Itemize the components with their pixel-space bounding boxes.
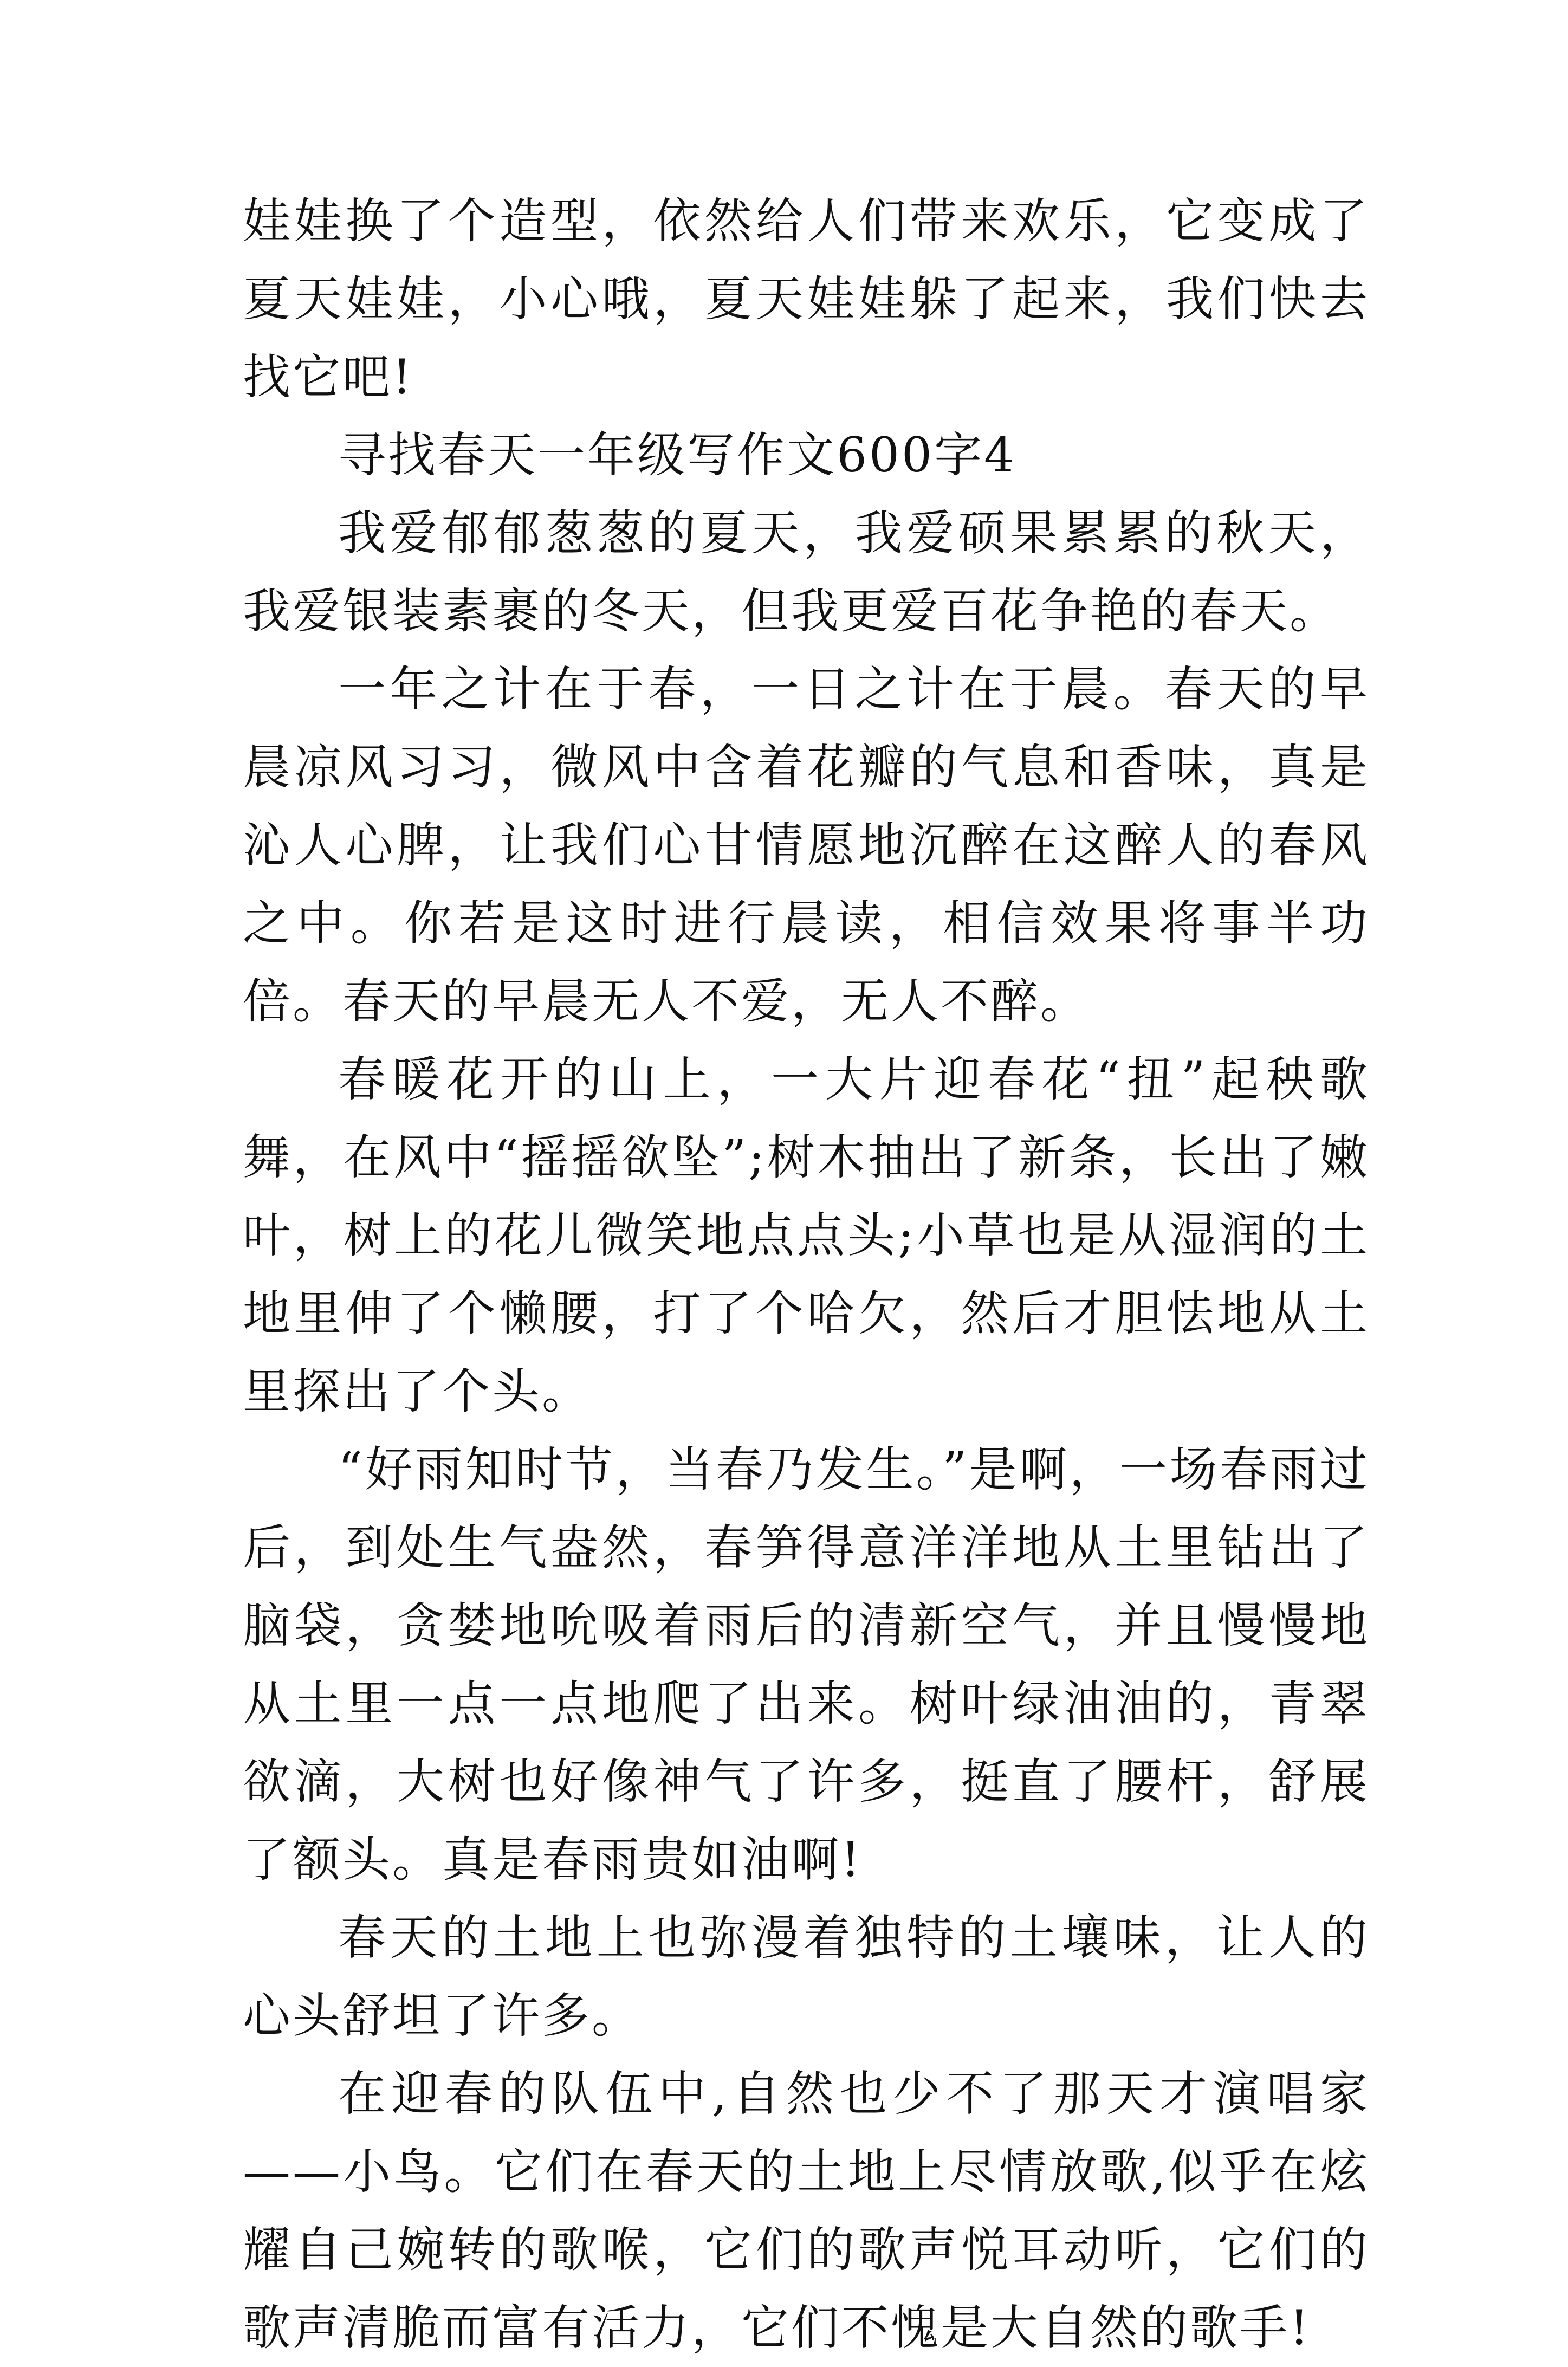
paragraph-continued: 娃娃换了个造型，依然给人们带来欢乐，它变成了夏天娃娃，小心哦，夏天娃娃躲了起来，我们快去找它吧! <box>243 193 1370 405</box>
paragraph: 一年之计在于春，一日之计在于晨。春天的早晨凉风习习，微风中含着花瓣的气息和香味，真是沁人心脾，让我们心甘情愿地沉醉在这醉人的春风之中。你若是这时进行晨读，相信效果将事半功倍。春天的早晨无人不爱，无人不醉。 <box>243 661 1370 1029</box>
paragraph: 在迎春的队伍中,自然也少不了那天才演唱家——小鸟。它们在春天的土地上尽情放歌,似乎在炫耀自己婉转的歌喉，它们的歌声悦耳动听，它们的歌声清脆而富有活力，它们不愧是大自然的歌手! <box>243 2066 1370 2356</box>
paragraph: 春天的土地上也弥漫着独特的土壤味，让人的心头舒坦了许多。 <box>243 1910 1370 2043</box>
essay-body <box>243 182 1370 2367</box>
section-heading: 寻找春天一年级写作文600字4 <box>338 427 1016 483</box>
paragraph: 我爱郁郁葱葱的夏天，我爱硕果累累的秋天，我爱银装素裹的冬天，但我更爱百花争艳的春天。 <box>243 505 1370 639</box>
paragraph: 春暖花开的山上，一大片迎春花“扭”起秧歌舞，在风中“摇摇欲坠”;树木抽出了新条，长出了嫩叶，树上的花儿微笑地点点头;小草也是从湿润的土地里伸了个懒腰，打了个哈欠，然后才胆怯地从土里探出了个头。 <box>243 1051 1370 1419</box>
paragraph: “好雨知时节，当春乃发生。”是啊，一场春雨过后，到处生气盎然，春笋得意洋洋地从土里钻出了脑袋，贪婪地吮吸着雨后的清新空气，并且慢慢地从土里一点一点地爬了出来。树叶绿油油的，青翠欲滴，大树也好像神气了许多，挺直了腰杆，舒展了额头。真是春雨贵如油啊! <box>243 1441 1370 1887</box>
